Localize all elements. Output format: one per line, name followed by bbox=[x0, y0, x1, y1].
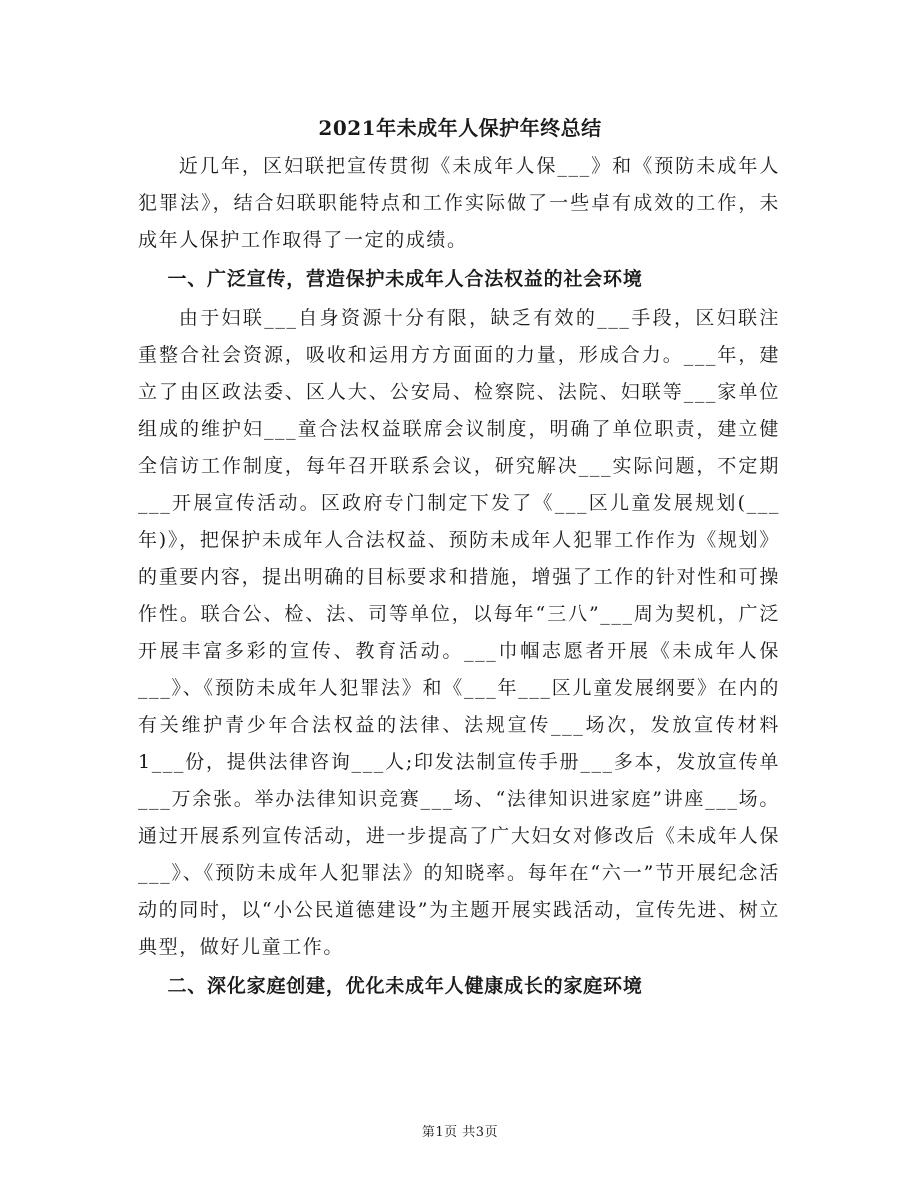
section-2-heading: 二、深化家庭创建，优化未成年人健康成长的家庭环境 bbox=[167, 975, 643, 997]
intro-paragraph: 近几年，区妇联把宣传贯彻《未成年人保___》和《预防未成年人犯罪法》，结合妇联职能特点和工作实际做了一些卓有成效的工作，未成年人保护工作取得了一定的成绩。 bbox=[138, 155, 780, 251]
page-number: 第1页 共3页 bbox=[421, 1125, 499, 1140]
document-title: 2021年未成年人保护年终总结 bbox=[318, 116, 602, 140]
section-1-paragraph: 由于妇联___自身资源十分有限，缺乏有效的___手段，区妇联注重整合社会资源，吸收和运用方方面面的力量，形成合力。___年，建立了由区政法委、区人大、公安局、检察院、法院、妇联等___家单位组成的维护妇___童合法权益联席会议制度，明确了单位职责，建立健全信访工作制度，每年召开联系会议，研究解决___实际问题，不定期___开展宣传活动。区政府专门制定下发了《___区儿童发展规划(___年)》，把保护未成年人合法权益、预防未成年人犯罪工作作为《规划》的重要内容，提出明确的目标要求和措施，增强了工作的针对性和可操作性。联合公、检、法、司等单位，以每年“三八”___周为契机，广泛开展丰富多彩的宣传、教育活动。___巾帼志愿者开展《未成年人保___》、《预防未成年人犯罪法》和《___年___区儿童发展纲要》在内的有关维护青少年合法权益的法律、法规宣传___场次，发放宣传材料1___份，提供法律咨询___人;印发法制宣传手册___多本，发放宣传单___万余张。举办法律知识竞赛___场、“法律知识进家庭”讲座___场。通过开展系列宣传活动，进一步提高了广大妇女对修改后《未成年人保___》、《预防未成年人犯罪法》的知晓率。每年在“六一”节开展纪念活动的同时，以“小公民道德建设”为主题开展实践活动，宣传先进、树立典型，做好儿童工作。 bbox=[138, 307, 780, 958]
section-1-heading: 一、广泛宣传，营造保护未成年人合法权益的社会环境 bbox=[167, 268, 643, 290]
document-body bbox=[138, 148, 780, 1005]
